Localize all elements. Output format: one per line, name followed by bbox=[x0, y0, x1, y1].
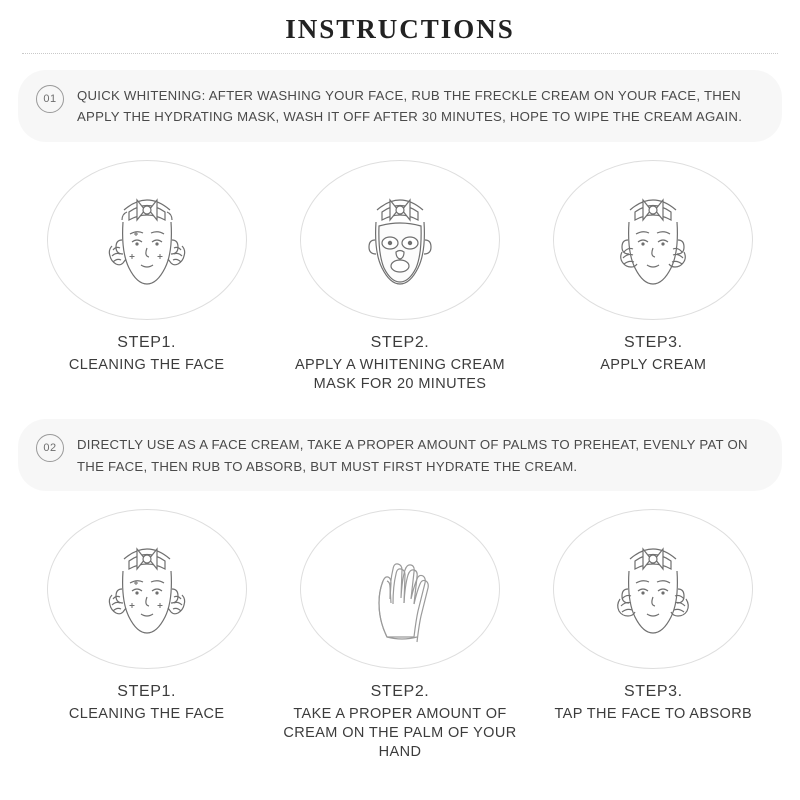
step-illustration-frame bbox=[47, 160, 247, 320]
instruction-block-01 bbox=[18, 70, 782, 142]
step-title: STEP1. bbox=[117, 683, 177, 701]
step-title: STEP1. bbox=[117, 333, 177, 351]
step-title: STEP3. bbox=[623, 683, 683, 701]
step-illustration-frame bbox=[300, 509, 500, 669]
title-divider bbox=[22, 53, 778, 54]
step-caption: APPLY CREAM bbox=[600, 356, 707, 373]
instruction-text: QUICK WHITENING: AFTER WASHING YOUR FACE, RUB THE FRECKLE CREAM ON YOUR FACE, THEN APPLY THE HYDRATING MASK, WASH IT OFF AFTER 30 MINUTES, HOPE TO WIPE THE CREAM AGAIN. bbox=[77, 88, 743, 125]
step-illustration-frame bbox=[300, 160, 500, 320]
open-palm-hand-icon bbox=[325, 519, 475, 659]
step-caption: CLEANING THE FACE bbox=[68, 356, 225, 373]
step-illustration-frame bbox=[47, 509, 247, 669]
page-title: INSTRUCTIONS bbox=[285, 14, 515, 44]
instruction-block-02 bbox=[18, 419, 782, 491]
step-caption: CLEANING THE FACE bbox=[68, 706, 225, 723]
step-item bbox=[273, 160, 526, 394]
face-apply-cream-icon bbox=[578, 170, 728, 310]
step-item bbox=[20, 160, 273, 394]
face-sheet-mask-icon bbox=[325, 170, 475, 310]
face-tap-absorb-icon bbox=[578, 519, 728, 659]
step-title: STEP3. bbox=[623, 333, 683, 351]
step-badge: 01 bbox=[36, 85, 64, 113]
instruction-text: DIRECTLY USE AS A FACE CREAM, TAKE A PROPER AMOUNT OF PALMS TO PREHEAT, EVENLY PAT ON THE FACE, THEN RUB TO ABSORB, BUT MUST FIRST HYDRATE THE CREAM. bbox=[77, 437, 748, 474]
step-illustration-frame bbox=[553, 509, 753, 669]
step-item bbox=[527, 160, 780, 394]
face-massage-icon bbox=[72, 170, 222, 310]
step-badge: 02 bbox=[36, 434, 64, 462]
step-title: STEP2. bbox=[370, 683, 430, 701]
step-row-02 bbox=[0, 509, 800, 762]
step-caption: TAP THE FACE TO ABSORB bbox=[554, 706, 753, 723]
step-item bbox=[20, 509, 273, 762]
face-massage-icon bbox=[72, 519, 222, 659]
step-caption: TAKE A PROPER AMOUNT OF CREAM ON THE PALM OF YOUR HAND bbox=[283, 706, 517, 760]
step-item bbox=[527, 509, 780, 762]
step-title: STEP2. bbox=[370, 333, 430, 351]
step-row-01 bbox=[0, 160, 800, 394]
step-illustration-frame bbox=[553, 160, 753, 320]
step-item bbox=[273, 509, 526, 762]
step-caption: APPLY A WHITENING CREAM MASK FOR 20 MINUTES bbox=[294, 356, 506, 392]
